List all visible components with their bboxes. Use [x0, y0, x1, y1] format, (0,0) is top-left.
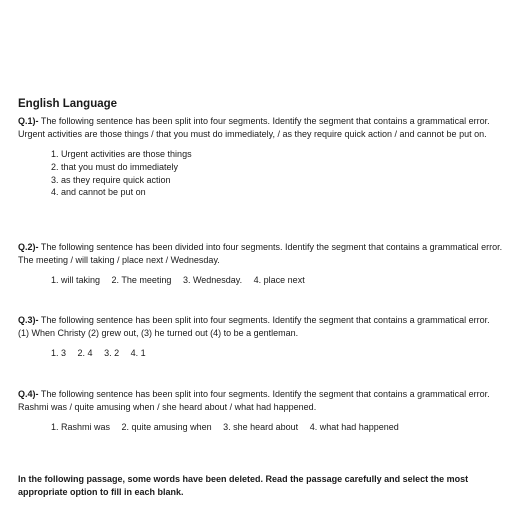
question-3-instruction: Q.3)- The following sentence has been split into four segments. Identify the segment that contains a grammatical error.: [18, 315, 490, 325]
option: 3. as they require quick action: [51, 174, 171, 185]
option: 4. 1: [130, 348, 146, 358]
question-1-options: [51, 148, 504, 199]
question-3-options: [51, 347, 504, 360]
question-4-sentence: Rashmi was / quite amusing when / she heard about / what had happened.: [18, 401, 317, 412]
option: 3. she heard about: [223, 422, 299, 432]
question-4-options: [51, 421, 504, 434]
option: 4. what had happened: [309, 422, 399, 432]
question-1-instruction: Q.1)- The following sentence has been split into four segments. Identify the segment that contains a grammatical error.: [18, 116, 490, 126]
option: 4. and cannot be put on: [51, 187, 146, 198]
option: 3. Wednesday.: [182, 275, 243, 285]
question-4-label: Q.4)-: [18, 389, 39, 399]
question-2-sentence: The meeting / will taking / place next / Wednesday.: [18, 254, 220, 265]
option: 2. quite amusing when: [121, 422, 212, 432]
option: 1. 3: [51, 348, 67, 358]
question-2-instruction: Q.2)- The following sentence has been divided into four segments. Identify the segment that contains a grammatical error.: [18, 242, 503, 252]
question-4: [18, 388, 504, 434]
passage-instruction: In the following passage, some words have been deleted. Read the passage carefully and select the most appropriate option to fill in each blank.: [18, 474, 469, 497]
question-3: [18, 314, 504, 360]
question-1-sentence: Urgent activities are those things / that you must do immediately, / as they require quick action / and cannot be put on.: [18, 128, 487, 139]
section-heading: English Language: [18, 98, 118, 110]
option: 2. 4: [77, 348, 93, 358]
option: 4. place next: [253, 275, 305, 285]
option: 2. The meeting: [111, 275, 172, 285]
option: 1. Rashmi was: [51, 422, 111, 432]
question-1-label: Q.1)-: [18, 116, 39, 126]
question-2-label: Q.2)-: [18, 242, 39, 252]
option: 1. will taking: [51, 275, 101, 285]
question-3-sentence: (1) When Christy (2) grew out, (3) he turned out (4) to be a gentleman.: [18, 327, 299, 338]
question-3-label: Q.3)-: [18, 315, 39, 325]
option: 1. Urgent activities are those things: [51, 149, 192, 159]
question-2: [18, 241, 504, 287]
option: 2. that you must do immediately: [51, 161, 179, 172]
question-2-options: [51, 274, 504, 287]
question-1: [18, 115, 504, 199]
option: 3. 2: [104, 348, 120, 358]
question-4-instruction: Q.4)- The following sentence has been split into four segments. Identify the segment that contains a grammatical error.: [18, 389, 490, 399]
